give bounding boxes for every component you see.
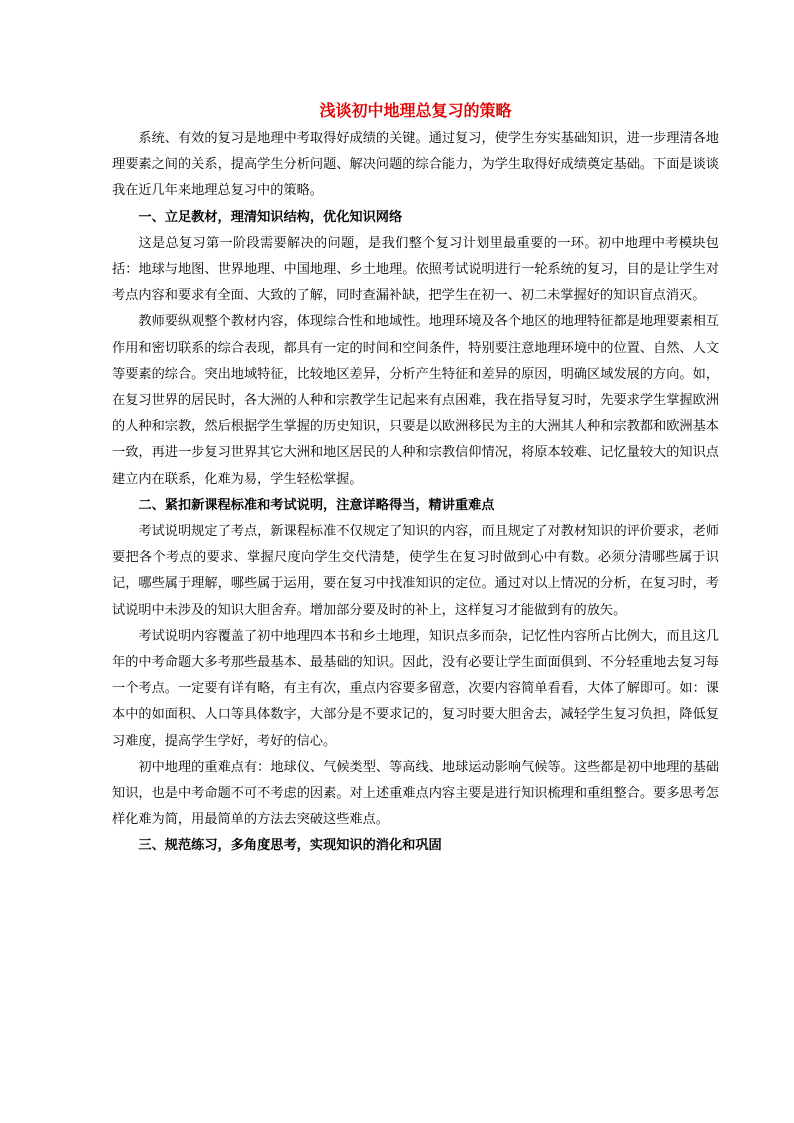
section-2-paragraph-1: 考试说明规定了考点，新课程标准不仅规定了知识的内容，而且规定了对教材知识的评价要求，老师要把各个考点的要求、掌握尺度向学生交代清楚，使学生在复习时做到心中有数。必须分清哪些属于识记，哪些属于理解，哪些属于运用，要在复习中找准知识的定位。通过对以上情况的分析，在复习时，考试说明中未涉及的知识大胆舍弃。增加部分要及时的补上，这样复习才能做到有的放矢。: [112, 524, 719, 618]
section-2-paragraph-2: 考试说明内容覆盖了初中地理四本书和乡土地理，知识点多而杂，记忆性内容所占比例大，而且这几年的中考命题大多考那些最基本、最基础的知识。因此，没有必要让学生面面俱到、不分轻重地去复习每一个考点。一定要有详有略，有主有次，重点内容要多留意，次要内容简单看看，大体了解即可。如：课本中的如面积、人口等具体数字，大部分是不要求记的，复习时要大胆舍去，减轻学生复习负担，降低复习难度，提高学生学好，考好的信心。: [112, 628, 719, 749]
document-page: [112, 98, 719, 860]
intro-paragraph: 系统、有效的复习是地理中考取得好成绩的关键。通过复习，使学生夯实基础知识，进一步理清各地理要素之间的关系，提高学生分析问题、解决问题的综合能力，为学生取得好成绩奠定基础。下面是谈谈我在近几年来地理总复习中的策略。: [112, 131, 719, 199]
document-title: 浅谈初中地理总复习的策略: [319, 101, 512, 120]
section-3-heading: 三、规范练习，多角度思考，实现知识的消化和巩固: [138, 838, 442, 854]
section-2-paragraph-3: 初中地理的重难点有：地球仪、气候类型、等高线、地球运动影响气候等。这些都是初中地理的基础知识，也是中考命题不可不考虑的因素。对上述重难点内容主要是进行知识梳理和重组整合。要多思考怎样化难为简，用最简单的方法去突破这些难点。: [112, 759, 719, 828]
section-1-paragraph-2: 教师要纵观整个教材内容，体现综合性和地域性。地理环境及各个地区的地理特征都是地理要素相互作用和密切联系的综合表现，都具有一定的时间和空间条件，特别要注意地理环境中的位置、自然、人文等要素的综合。突出地域特征，比较地区差异，分析产生特征和差异的原因，明确区域发展的方向。如，在复习世界的居民时，各大洲的人种和宗教学生记起来有点困难，我在指导复习时，先要求学生掌握欧洲的人种和宗教，然后根据学生掌握的历史知识，只要是以欧洲移民为主的大洲其人种和宗教都和欧洲基本一致，再进一步复习世界其它大洲和地区居民的人种和宗教信仰情况，将原本较难、记忆量较大的知识点建立内在联系，化难为易，学生轻松掌握。: [112, 314, 719, 487]
section-1-paragraph-1: 这是总复习第一阶段需要解决的问题，是我们整个复习计划里最重要的一环。初中地理中考模块包括：地球与地图、世界地理、中国地理、乡土地理。依照考试说明进行一轮系统的复习，目的是让学生对考点内容和要求有全面、大致的了解，同时查漏补缺，把学生在初一、初二未掌握好的知识盲点消灭。: [112, 235, 719, 304]
section-1-heading: 一、立足教材，理清知识结构，优化知识网络: [138, 209, 403, 225]
section-2-heading: 二、紧扣新课程标准和考试说明，注意详略得当，精讲重难点: [138, 497, 495, 513]
